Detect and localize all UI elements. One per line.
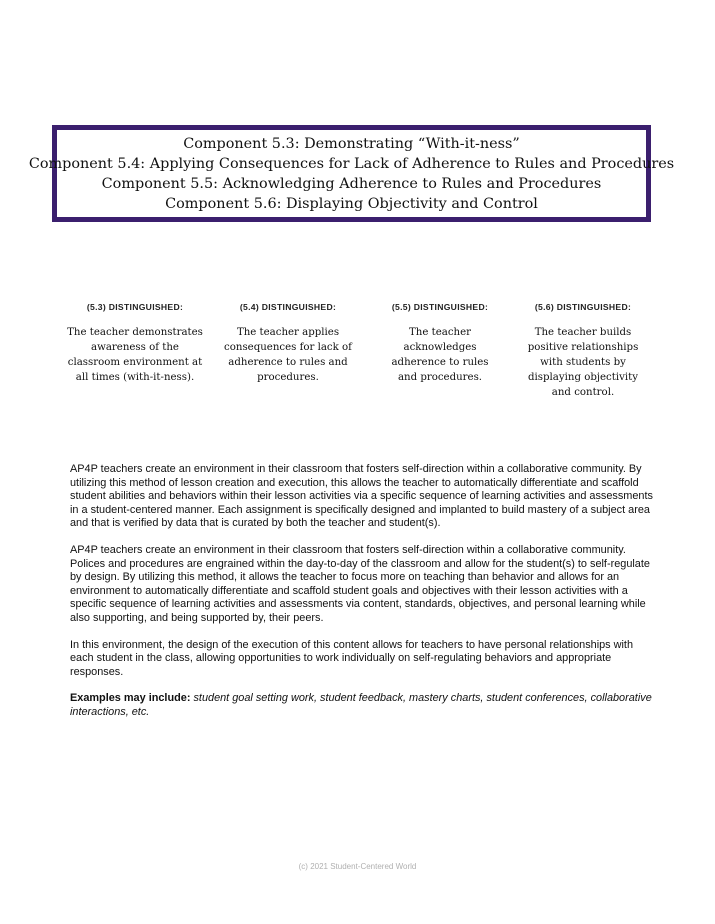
component-5-6-title: Component 5.6: Displaying Objectivity and Control [165,195,538,212]
column-5-5 [365,301,515,385]
examples-paragraph [70,692,655,719]
column-heading: (5.5) DISTINGUISHED: [391,302,489,312]
column-text: The teacher applies consequences for lack of adherence to rules and procedures. [224,327,352,383]
examples-label: Examples may include: [70,692,191,705]
examples-list: student goal setting work, student feedback, mastery charts, student conferences, collaborative interactions, etc. [70,692,652,718]
column-text: The teacher builds positive relationships with students by displaying objectivity and control. [527,327,639,398]
column-heading: (5.4) DISTINGUISHED: [239,302,337,312]
paragraph-1: AP4P teachers create an environment in their classroom that fosters self-direction within a collaborative community. By utilizing this method of lesson creation and execution, this allows the teacher to automatically differentiate and scaffold student abilities and behaviors within their lesson activities via a specific sequence of learning activities and assessments in a student-centered manner. Each assignment is specifically designed and implanted to build mastery of a subject area and that is verified by data that is curated by both the teacher and student(s). [70,463,653,530]
component-header-box [28,125,675,222]
column-5-6 [508,301,658,400]
body-text [70,463,655,733]
column-5-3 [60,301,210,385]
component-5-4-title: Component 5.4: Applying Consequences for Lack of Adherence to Rules and Procedures [28,155,675,172]
column-heading: (5.3) DISTINGUISHED: [86,302,184,312]
component-5-5-title: Component 5.5: Acknowledging Adherence to Rules and Procedures [101,175,602,192]
paragraph-2: AP4P teachers create an environment in their classroom that fosters self-direction within a collaborative community. Polices and procedures are engrained within the day-to-day of the classroom and allow for the student(s) to self-regulate by design. By utilizing this method, it allows the teacher to focus more on teaching than behavior and allows for an environment to automatically differentiate and scaffold student goals and objectives with their lesson activities with a specific sequence of learning activities and assessments via content, standards, objectives, and personal learning while also supporting, and being supported by, their peers. [70,543,650,624]
component-5-3-title: Component 5.3: Demonstrating “With-it-ness” [183,135,520,152]
paragraph-3: In this environment, the design of the execution of this content allows for teachers to have personal relationships with each student in the class, allowing opportunities to work individually on self-regulating behaviors and appropriate responses. [70,638,634,678]
column-heading: (5.6) DISTINGUISHED: [534,302,632,312]
column-text: The teacher demonstrates awareness of the classroom environment at all times (with-it-ness). [67,327,203,383]
copyright-footer: (c) 2021 Student-Centered World [298,862,417,871]
column-5-4 [213,301,363,385]
column-text: The teacher acknowledges adherence to rules and procedures. [391,327,489,383]
